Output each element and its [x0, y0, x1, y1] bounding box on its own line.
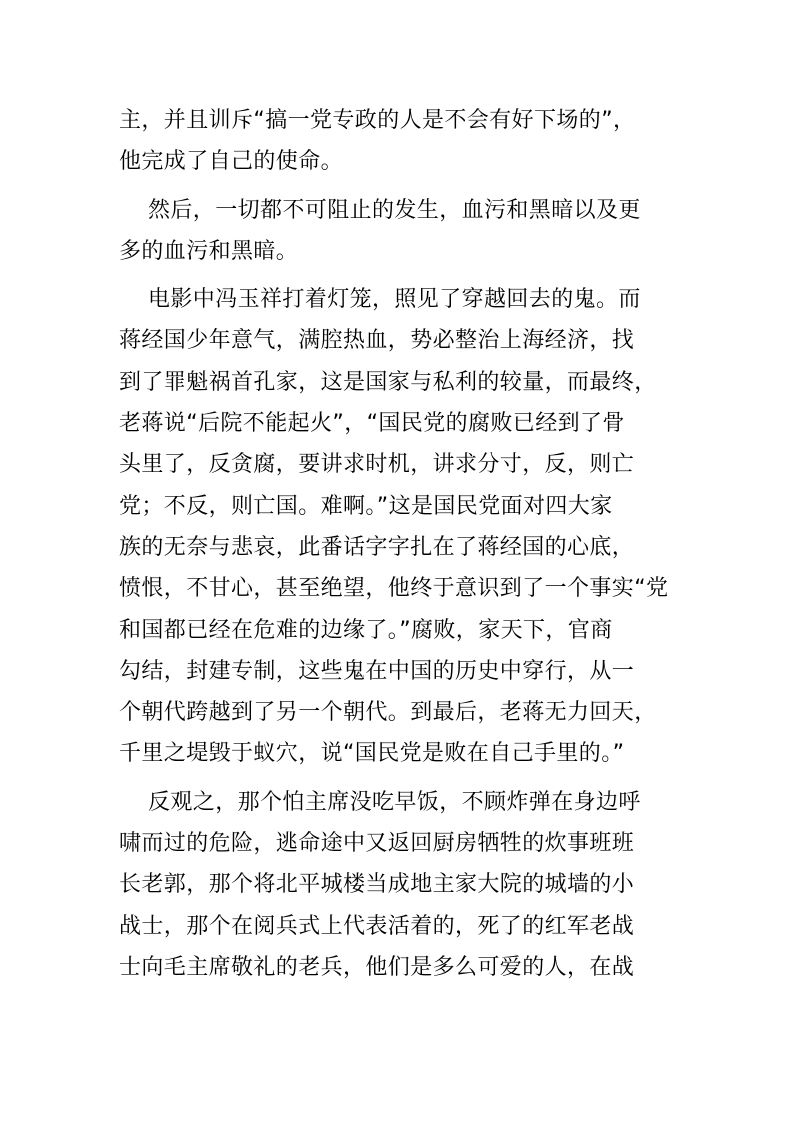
text-line: 然后，一切都不可阻止的发生，血污和黑暗以及更 [148, 197, 641, 223]
text-line: 啸而过的危险，逃命途中又返回厨房牺牲的炊事班班 [119, 831, 635, 857]
text-line: 主，并且训斥“搞一党专政的人是不会有好下场的”， [119, 108, 636, 133]
text-line: 和国都已经在危难的边缘了。”腐败，家天下，官商 [119, 617, 613, 643]
text-line: 愤恨，不甘心，甚至绝望，他终于意识到了一个事实“党 [119, 576, 669, 602]
text-line: 反观之，那个怕主席没吃早饭，不顾炸弹在身边呼 [148, 789, 641, 815]
text-line: 个朝代跨越到了另一个朝代。到最后，老蒋无力回天， [119, 700, 657, 726]
text-line: 党；不反，则亡国。难啊。”这是国民党面对四大家 [119, 493, 613, 519]
text-line: 老蒋说“后院不能起火”，“国民党的腐败已经到了骨 [119, 411, 625, 437]
text-line: 多的血污和黑暗。 [119, 238, 299, 264]
text-line: 士向毛主席敬礼的老兵，他们是多么可爱的人，在战 [119, 954, 635, 980]
text-line: 长老郭，那个将北平城楼当成地主家大院的城墙的小 [119, 872, 635, 898]
text-line: 他完成了自己的使命。 [119, 149, 344, 175]
text-line: 千里之堤毁于蚁穴，说“国民党是败在自己手里的。” [119, 741, 625, 767]
text-line: 战士，那个在阅兵式上代表活着的，死了的红军老战 [119, 913, 635, 939]
text-line: 电影中冯玉祥打着灯笼，照见了穿越回去的鬼。而 [148, 287, 641, 313]
text-line: 到了罪魁祸首孔家，这是国家与私利的较量，而最终， [119, 369, 657, 395]
text-line: 勾结，封建专制，这些鬼在中国的历史中穿行，从一 [119, 658, 635, 684]
text-line: 头里了，反贪腐，要讲求时机，讲求分寸，反，则亡 [119, 452, 635, 478]
body-text [119, 100, 679, 988]
text-line: 族的无奈与悲哀，此番话字字扎在了蒋经国的心底， [119, 534, 635, 560]
text-line: 蒋经国少年意气，满腔热血，势必整治上海经济，找 [119, 328, 635, 354]
